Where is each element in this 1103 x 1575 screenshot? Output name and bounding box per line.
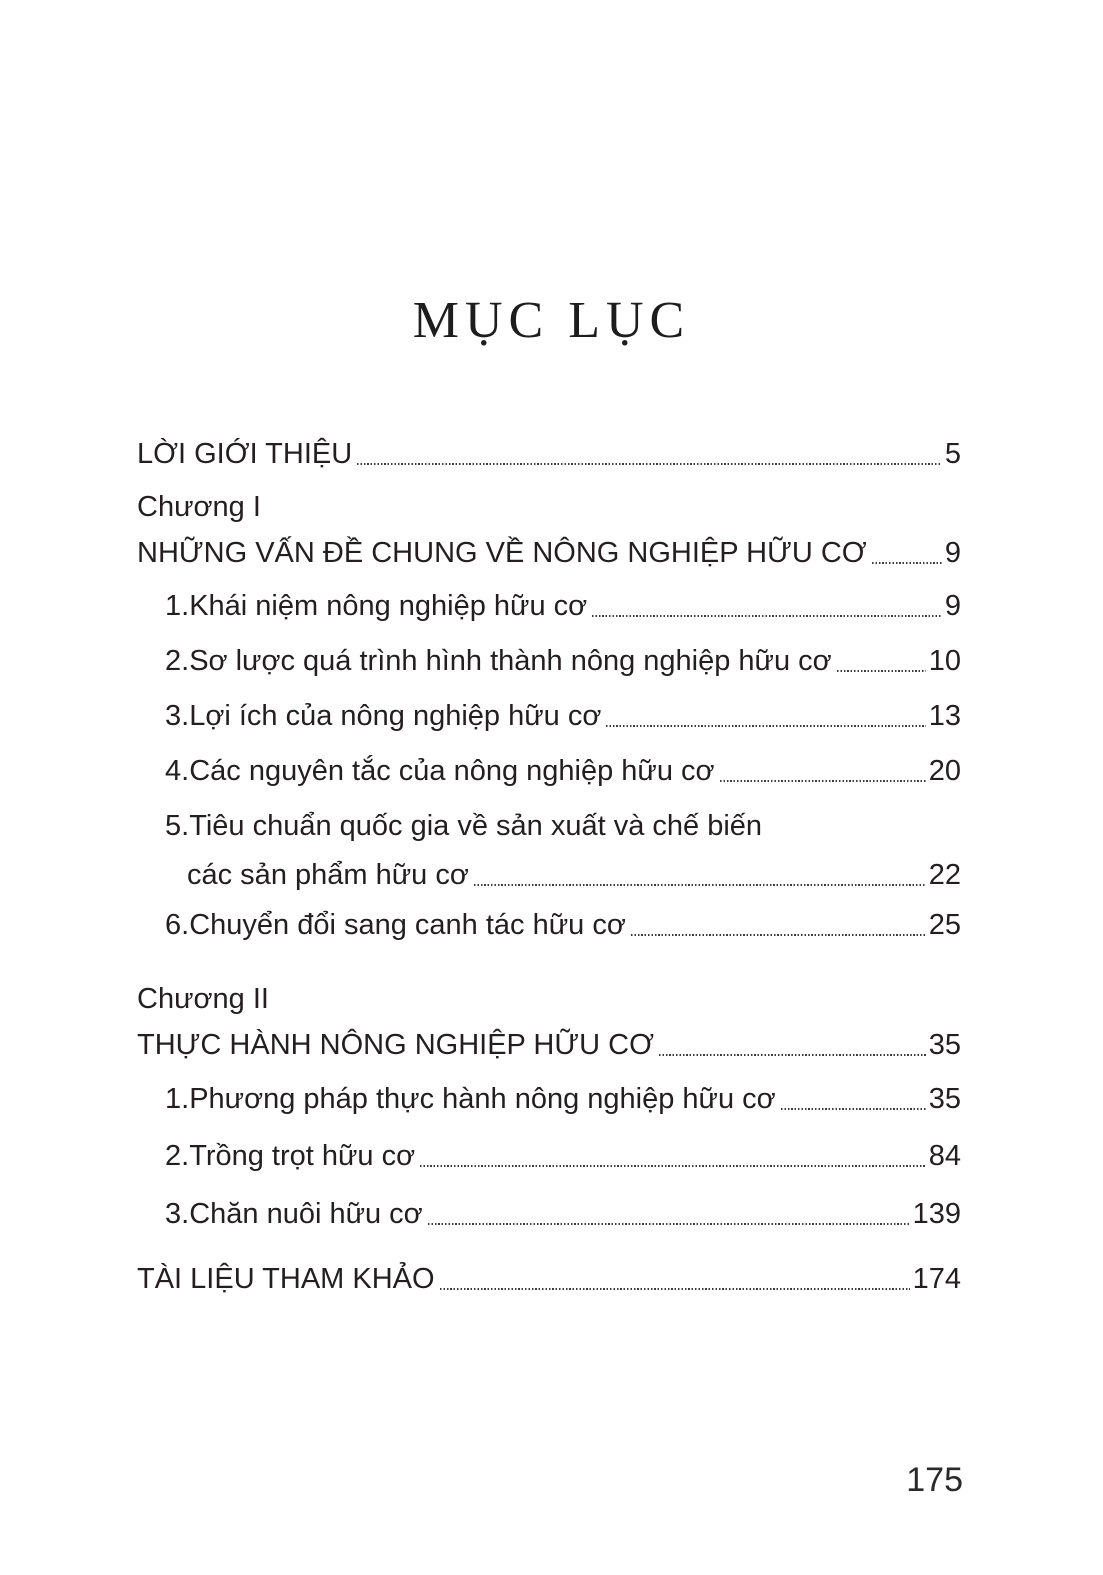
dot-leader [781, 1108, 926, 1110]
toc-entry-number: 1. [165, 590, 190, 622]
dot-leader [440, 1288, 910, 1290]
page-title: MỤC LỤC [412, 292, 691, 349]
toc-entry-label: LỜI GIỚI THIỆU [137, 438, 353, 470]
dot-leader [606, 725, 925, 727]
toc-entry-number: 4. [165, 755, 190, 787]
toc-entry-page: 22 [928, 859, 961, 891]
toc-entry-label: Khái niệm nông nghiệp hữu cơ [189, 590, 588, 622]
toc-entry [137, 809, 961, 843]
toc-entry-references [137, 1262, 961, 1296]
toc-entry [137, 1139, 961, 1173]
toc-entry-page: 9 [944, 537, 961, 569]
dot-leader [357, 463, 942, 465]
toc-entry [137, 754, 961, 788]
toc-entry-page: 25 [928, 909, 961, 941]
toc-entry-number: 6. [165, 909, 190, 941]
table-of-contents [137, 437, 961, 1296]
toc-entry [137, 589, 961, 623]
toc-entry-number: 1. [165, 1083, 190, 1115]
toc-entry-page: 35 [928, 1029, 961, 1061]
toc-entry-number: 5. [165, 810, 190, 842]
toc-entry-page: 5 [944, 438, 961, 470]
dot-leader [837, 670, 926, 672]
toc-entry-label: THỰC HÀNH NÔNG NGHIỆP HỮU CƠ [137, 1029, 654, 1061]
toc-entry-page: 174 [912, 1263, 961, 1295]
toc-chapter-1-title [137, 536, 961, 570]
dot-leader [720, 780, 926, 782]
page-number: 175 [906, 1461, 963, 1499]
toc-entry-number: 3. [165, 1198, 190, 1230]
toc-entry-page: 9 [944, 590, 961, 622]
dot-leader [428, 1223, 910, 1225]
toc-entry-label: Chương II [137, 983, 269, 1015]
toc-entry-intro [137, 437, 961, 471]
toc-entry-label: các sản phẩm hữu cơ [187, 859, 469, 891]
toc-entry-label: Phương pháp thực hành nông nghiệp hữu cơ [189, 1083, 776, 1115]
toc-entry-page: 84 [928, 1140, 961, 1172]
toc-entry-number: 2. [165, 645, 190, 677]
toc-chapter-2-title [137, 1028, 961, 1062]
toc-entry-continuation [137, 858, 961, 892]
toc-entry [137, 644, 961, 678]
toc-entry-label: Trồng trọt hữu cơ [189, 1140, 416, 1172]
toc-entry-page: 13 [928, 700, 961, 732]
toc-entry [137, 908, 961, 942]
toc-entry-page: 10 [928, 645, 961, 677]
toc-entry [137, 1082, 961, 1116]
toc-entry-number: 2. [165, 1140, 190, 1172]
toc-entry-label: Các nguyên tắc của nông nghiệp hữu cơ [189, 755, 715, 787]
toc-entry-page: 35 [928, 1083, 961, 1115]
toc-entry-label: NHỮNG VẤN ĐỀ CHUNG VỀ NÔNG NGHIỆP HỮU CƠ [137, 537, 867, 569]
dot-leader [420, 1165, 926, 1167]
toc-entry-page: 139 [912, 1198, 961, 1230]
toc-chapter-2-heading [137, 982, 961, 1016]
toc-entry-label: Sơ lược quá trình hình thành nông nghiệp hữu cơ [189, 645, 832, 677]
toc-entry-label: Tiêu chuẩn quốc gia về sản xuất và chế biến [189, 810, 763, 842]
toc-entry-label: Chăn nuôi hữu cơ [189, 1198, 423, 1230]
toc-entry-label: Lợi ích của nông nghiệp hữu cơ [189, 700, 602, 732]
toc-chapter-1-heading [137, 490, 961, 524]
toc-entry-page: 20 [928, 755, 961, 787]
dot-leader [659, 1054, 926, 1056]
toc-entry-label: TÀI LIỆU THAM KHẢO [137, 1263, 435, 1295]
dot-leader [474, 884, 926, 886]
toc-entry [137, 1197, 961, 1231]
dot-leader [592, 615, 942, 617]
toc-entry-label: Chương I [137, 491, 261, 523]
dot-leader [631, 934, 926, 936]
dot-leader [872, 562, 942, 564]
toc-entry-label: Chuyển đổi sang canh tác hữu cơ [189, 909, 626, 941]
toc-entry [137, 699, 961, 733]
toc-entry-number: 3. [165, 700, 190, 732]
